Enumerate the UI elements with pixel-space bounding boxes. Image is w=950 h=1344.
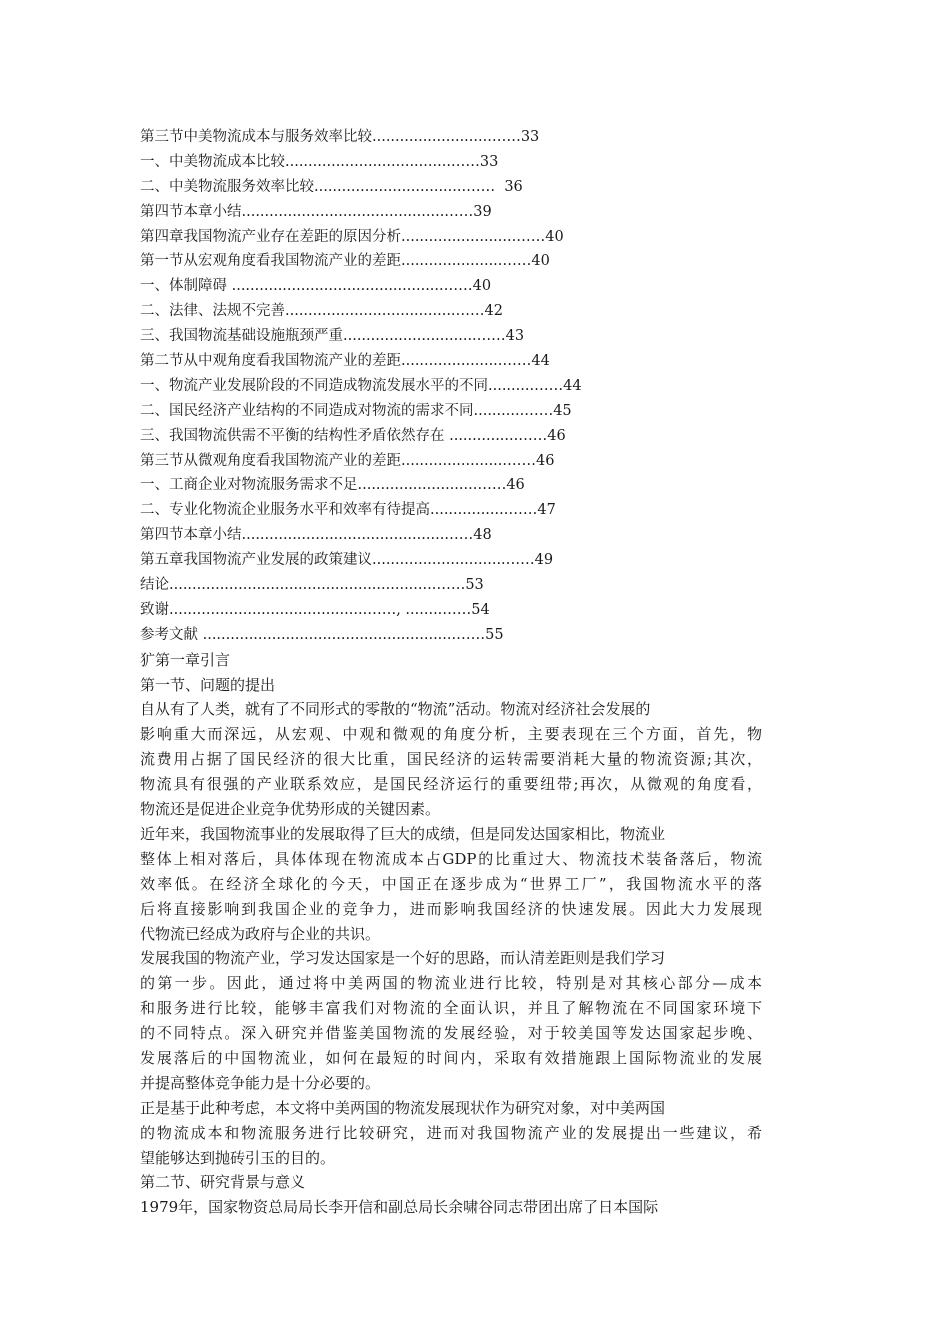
toc-entry: 第一节从宏观角度看我国物流产业的差距......................……40 [140,253,550,270]
paragraph-line: 和服务进行比较，能够丰富我们对物流的全面认识，并且了解物流在不同国家环境下 [140,999,762,1018]
paragraph-line: 整体上相对落后，具体体现在物流成本占GDP的比重过大、物流技术装备落后，物流 [140,849,762,868]
paragraph-line: 并提高整体竞争能力是十分必要的。 [140,1073,381,1092]
toc-entry: 第三节中美物流成本与服务效率比较..........................……33 [140,129,540,145]
paragraph-line: 影响重大而深远，从宏观、中观和微观的角度分析，主要表现在三个方面，首先，物 [140,725,762,744]
toc-entry: 三、我国物流供需不平衡的结构性矛盾依然存在 ...............……46 [140,427,566,444]
paragraph-line: 物流还是促进企业竞争优势形成的关键因素。 [140,800,441,819]
document-content [140,125,770,1220]
paragraph-line: 物流具有很强的产业联系效应，是国民经济运行的重要纽带;再次，从微观的角度看， [140,775,762,794]
table-of-contents [140,125,770,648]
toc-entry: 一、体制障碍 ..............................................……40 [140,278,492,295]
toc-entry: 第二节从中观角度看我国物流产业的差距......................……44 [140,353,550,370]
paragraph-line: 自从有了人类，就有了不同形式的零散的“物流”活动。物流对经济社会发展的 [140,700,651,719]
toc-entry: 结论..........................................................……53 [140,577,484,594]
paragraph-line: 发展我国的物流产业，学习发达国家是一个好的思路，而认清差距则是我们学习 [140,949,666,968]
paragraph-line: 的物流成本和物流服务进行比较研究，进而对我国物流产业的发展提出一些建议，希 [140,1123,762,1142]
toc-entry: 二、国民经济产业结构的不同造成对物流的需求不同...........……45 [140,402,572,419]
toc-entry: 三、我国物流基础设施瓶颈严重.............................……43 [140,328,525,345]
paragraph-line: 望能够达到抛砖引玉的目的。 [140,1148,336,1167]
toc-entry: 第四节本章小结............................................……48 [140,527,492,544]
paragraph-line: 效率低。在经济全球化的今天，中国正在逐步成为“世界工厂”，我国物流水平的落 [140,874,762,893]
toc-entry: 二、专业化物流企业服务水平和效率有待提高.................……47 [140,502,556,519]
toc-entry: 二、法律、法规不完善.....................................……42 [140,303,503,320]
toc-entry: 一、物流产业发展阶段的不同造成物流发展水平的不同..........……44 [140,377,582,394]
toc-entry: 第四章我国物流产业存在差距的原因分析.........................……40 [140,228,564,245]
paragraph-line: 后将直接影响到我国企业的竞争力，进而影响我国经济的快速发展。因此大力发展现 [140,899,762,918]
toc-entry: 参考文献 .......................................................……55 [140,626,504,643]
toc-entry: 第五章我国物流产业发展的政策建议.............................……49 [140,552,554,569]
toc-entry: 致谢...........................................……, ........……54 [140,601,490,618]
paragraph-line: 发展落后的中国物流业，如何在最短的时间内，采取有效措施跟上国际物流业的发展 [140,1048,762,1067]
toc-entry: 二、中美物流服务效率比较.................................…… 36 [140,178,523,195]
toc-entry: 第三节从微观角度看我国物流产业的差距.......................……46 [140,452,555,469]
body-text [140,648,770,1220]
toc-entry: 第四节本章小结............................................……39 [140,203,492,220]
toc-entry: 一、工商企业对物流服务需求不足..........................……46 [140,477,525,494]
paragraph-line: 近年来，我国物流事业的发展取得了巨大的成绩，但是同发达国家相比，物流业 [140,824,666,843]
paragraph-line: 的不同特点。深入研究并借鉴美国物流的发展经验，对于较美国等发达国家起步晚、 [140,1024,762,1043]
paragraph-line: 代物流已经成为政府与企业的共识。 [140,924,381,943]
chapter-heading: 犷第一章引言 [140,650,231,669]
paragraph-line: 正是基于此种考虑，本文将中美两国的物流发展现状作为研究对象，对中美两国 [140,1098,666,1117]
section-heading: 第二节、研究背景与意义 [140,1173,306,1192]
paragraph-line: 的第一步。因此，通过将中美两国的物流业进行比较，特别是对其核心部分—成本 [140,974,762,993]
section-heading: 第一节、问题的提出 [140,675,276,694]
paragraph-line: 1979年，国家物资总局局长李开信和副总局长余啸谷同志带团出席了日本国际 [140,1198,659,1217]
paragraph-line: 流费用占据了国民经济的很大比重，国民经济的运转需要消耗大量的物流资源;其次， [140,750,762,769]
toc-entry: 一、中美物流成本比较....................................……33 [140,153,499,170]
